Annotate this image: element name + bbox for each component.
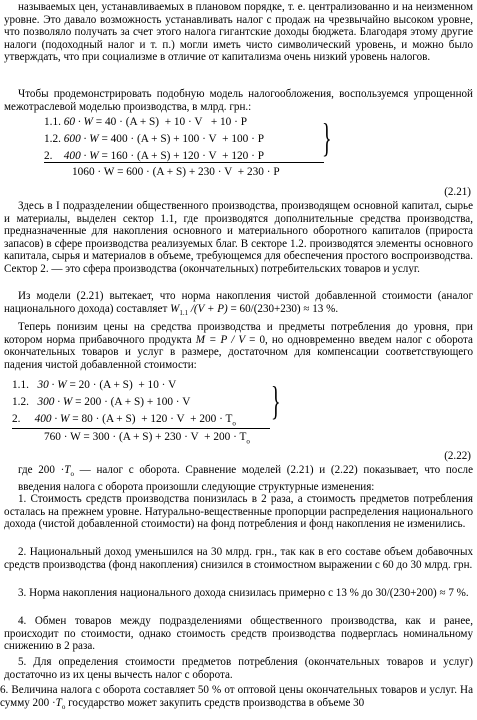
list-item-2: 2. Национальный доход уменьшился на 30 млрд. грн., так как в его составе объем добавочных средств производства (фонд накопления) снизился в стоимостном выражении с 60 до 30 млрд. грн.: [4, 546, 473, 571]
eq2-total: $760 \cdot W = 300 \cdot (A + S) + 230 \cdot V + 200 \cdot T_o$: [44, 431, 250, 446]
eq1-total: 1060 · W = 600 · (A + S) + 230 · V + 230 · P: [72, 166, 280, 178]
list-item-6: 6. Величина налога с оборота составляет 50 % от оптовой цены окончательных товаров и услуг. На сумму $200 \cdot T_o$ государство может закупить средств производства в объеме 30: [0, 684, 473, 711]
paragraph-turnover-tax: где $200 \cdot T_o$ — налог с оборота. Сравнение моделей (2.21) и (2.22) показывает, что после введения налога с оборота произошли следующие структурные изменения:: [18, 464, 473, 493]
eq1-brace: }: [322, 115, 332, 160]
eq2-sum-line: [12, 428, 270, 429]
eq2-brace: }: [271, 378, 281, 423]
eq1-sum-line: [44, 162, 324, 163]
eq1-row-2: 1.2. 600 · W = 400 · (A + S) + 100 · V + 100 · P: [44, 133, 264, 145]
eq2-number: (2.22): [444, 450, 471, 462]
eq2-row-3: 2. $400 \cdot W = 80 \cdot (A + S) + 120 \cdot V + 200 \cdot T_o$: [12, 413, 236, 428]
list-item-3: 3. Норма накопления национального дохода снизилась примерно с 13 % до 30/(230+200) ≈ 7 %.: [18, 587, 469, 599]
list-item-1: 1. Стоимость средств производства понизилась в 2 раза, а стоимость предметов потребления осталась на прежнем уровне. Натурально-вещественные пропорции распределения национального дохода (чистой добавленной стоимости) на фонд потребления и фонд накопления не изменились.: [4, 493, 473, 531]
list-item-4: 4. Обмен товаров между подразделениями общественного производства, как и ранее, происходит по стоимости, однако стоимость средств производства подверглась номинальному снижению в 2 раза.: [4, 615, 473, 653]
eq2-row-2: 1.2. 300 · W = 200 · (A + S) + 100 · V: [12, 396, 191, 408]
eq2-row-1: 1.1. 30 · W = 20 · (A + S) + 10 · V: [12, 379, 177, 391]
paragraph-sectors: Здесь в I подразделении общественного производства, производящем основной капитал, сырье и материалы, выделен сектор 1.1, где производятся дополнительные средства производства, предназначенные для накопления основного и материального оборотного капиталов (прироста запасов) в сфере производства реализуемых благ. В секторе 1.2. производятся элементы основного капитала, сырья и материалов в объеме, требующемся для обеспечения простого воспроизводства. Сектор 2. — это сфера производства (окончательных) потребительских товаров и услуг.: [4, 200, 473, 275]
eq1-row-1: 1.1. 60 · W = 40 · (A + S) + 10 · V + 10 · P: [44, 116, 248, 128]
paragraph-accumulation-rate: Из модели (2.21) вытекает, что норма накопления чистой добавленной стоимости (аналог национального дохода) составляет $W_{1.1}$ /(V + P) = 60/(230+230) ≈ 13 %.: [4, 290, 473, 317]
list-item-5: 5. Для определения стоимости предметов потребления (окончательных товаров и услуг) достаточно из их цены вычесть налог с оборота.: [4, 656, 473, 681]
eq1-row-3: 2. 400 · W = 160 · (A + S) + 120 · V + 120 · P: [44, 150, 264, 162]
eq1-number: (2.21): [444, 186, 471, 198]
paragraph-price-reduction: Теперь понизим цены на средства производства и предметы потребления до уровня, при котором норма прибавочного продукта M = P / V = 0, но одновременно введем налог с оборота окончательных товаров и услуг в размере, достаточном для компенсации соответствующего падения чистой добавленной стоимости:: [4, 321, 473, 371]
paragraph-model-intro: Чтобы продемонстрировать подобную модель налогообложения, воспользуемся упрощенной межотраслевой моделью производства, в млрд. грн.:: [4, 88, 473, 113]
paragraph-intro: называемых цен, устанавливаемых в плановом порядке, т. е. централизованно и на неизменном уровне. Это давало возможность устанавливать налог с продаж на чрезвычайно высоком уровне, что позволяло получать за счет этого налога гигантские доходы бюджета. Благодаря этому другие налоги (подоходный налог и т. п.) могли иметь чисто символический уровень, и можно было утверждать, что при социализме в отличие от капитализма очень низкий уровень налогов.: [4, 1, 473, 64]
